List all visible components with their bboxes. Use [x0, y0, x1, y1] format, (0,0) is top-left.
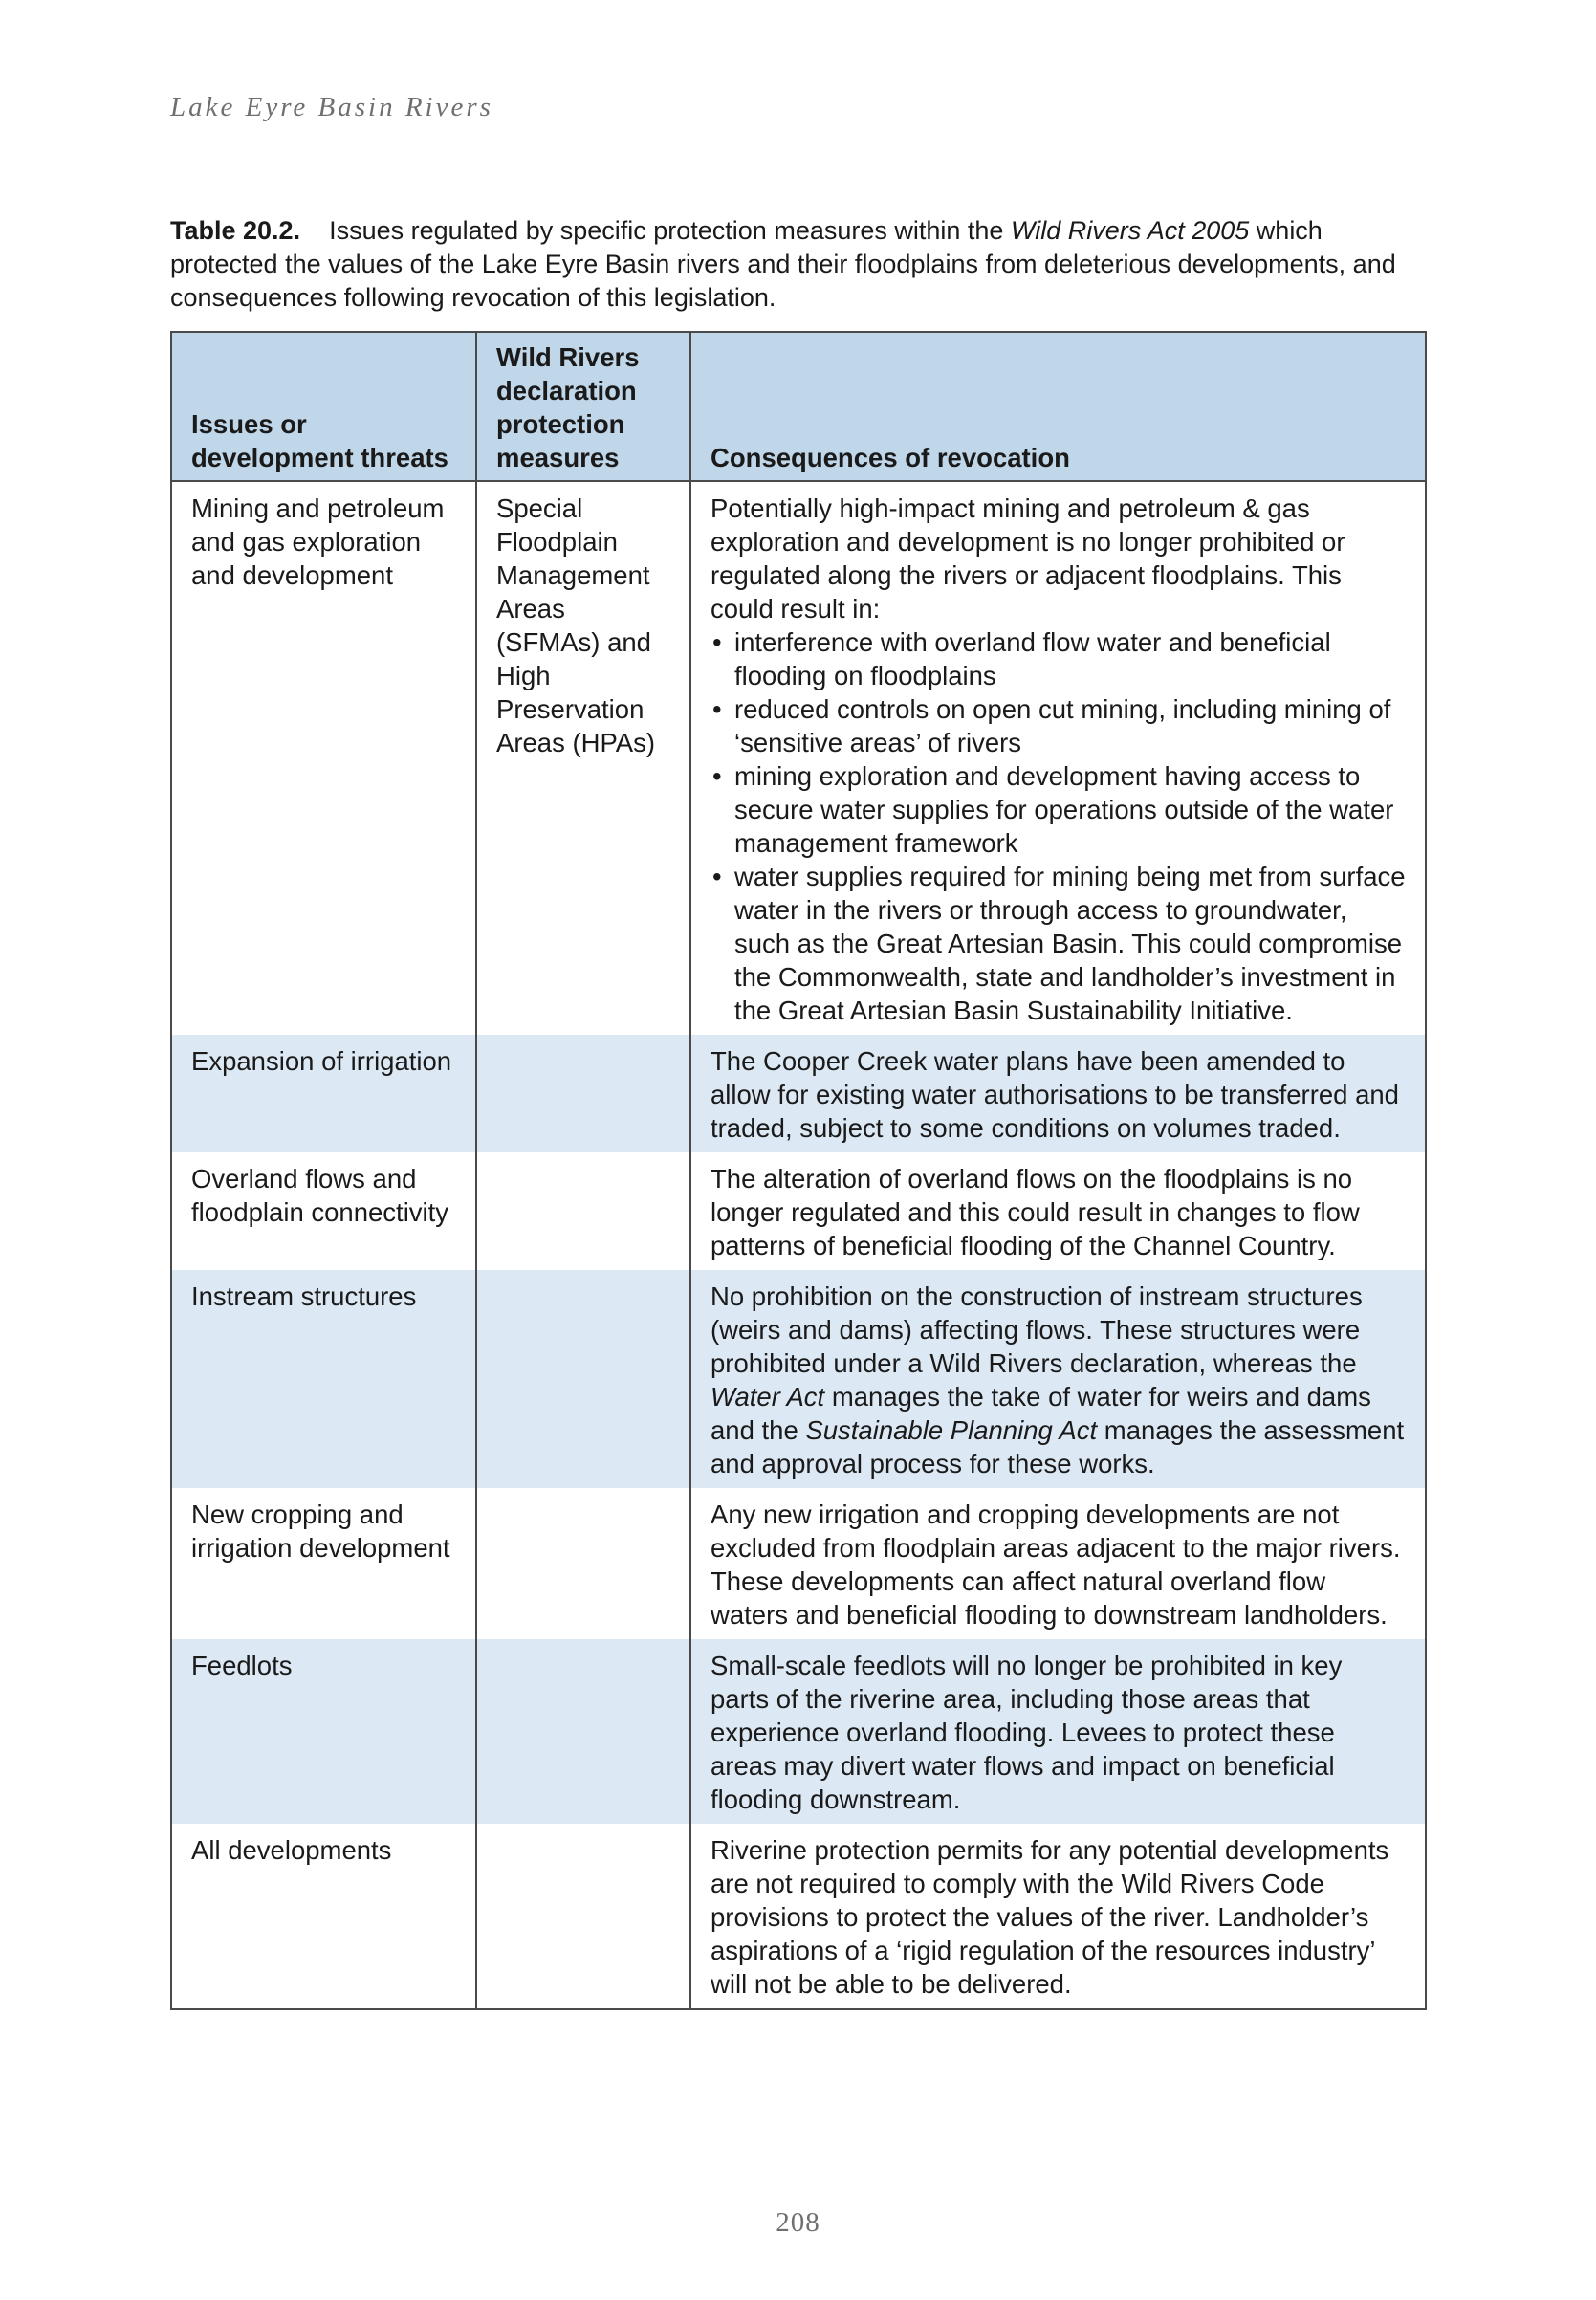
cell-consequence: Any new irrigation and cropping developments are not excluded from floodplain areas adjacent to the major rivers. These developments can affect natural overland flow waters and beneficial flooding to downstream landholders.: [690, 1488, 1426, 1639]
table-caption: [170, 214, 1423, 315]
table-row-all-developments: [171, 1824, 1426, 2009]
cell-measure: Special Floodplain Management Areas (SFMAs) and High Preservation Areas (HPAs): [476, 481, 690, 1035]
consequence-intro: Potentially high-impact mining and petroleum & gas exploration and development is no longer prohibited or regulated along the rivers or adjacent floodplains. This could result in:: [711, 493, 1345, 624]
cell-consequence: [690, 481, 1426, 1035]
cell-issue: Overland flows and floodplain connectivity: [171, 1152, 476, 1270]
bullet-text: interference with overland flow water and beneficial flooding on floodplains: [734, 627, 1331, 690]
cell-consequence: The Cooper Creek water plans have been amended to allow for existing water authorisations to be transferred and traded, subject to some conditions on volumes traded.: [690, 1035, 1426, 1152]
cell-issue: New cropping and irrigation development: [171, 1488, 476, 1639]
cell-issue: All developments: [171, 1824, 476, 2009]
bullet-icon: •: [712, 694, 722, 724]
table-row-mining: [171, 481, 1426, 1035]
bullet-icon: •: [712, 862, 722, 891]
water-act-name: Water Act: [711, 1382, 825, 1412]
bullet-item: [711, 625, 1406, 692]
table-row-overland: [171, 1152, 1426, 1270]
cell-consequence: Riverine protection permits for any potential developments are not required to comply with the Wild Rivers Code provisions to protect the values of the river. Landholder’s aspirations of a ‘rigid regulation of the resources industry’ will not be able to be delivered.: [690, 1824, 1426, 2009]
cell-measure: [476, 1270, 690, 1488]
cell-measure: [476, 1035, 690, 1152]
cell-issue: Mining and petroleum and gas exploration and development: [171, 481, 476, 1035]
consequence-text: No prohibition on the construction of instream structures (weirs and dams) affecting flows. These structures were prohibited under a Wild Rivers declaration, whereas the: [711, 1281, 1363, 1378]
caption-number: Table 20.2.: [170, 216, 301, 245]
consequence-text: manages the assessment and approval process for these works.: [711, 1415, 1405, 1479]
caption-act-name: Wild Rivers Act 2005: [1010, 216, 1250, 245]
bullet-text: reduced controls on open cut mining, including mining of ‘sensitive areas’ of rivers: [734, 694, 1391, 757]
table-row-irrigation: [171, 1035, 1426, 1152]
cell-issue: Instream structures: [171, 1270, 476, 1488]
table-row-feedlots: [171, 1639, 1426, 1824]
bullet-text: water supplies required for mining being met from surface water in the rivers or through access to groundwater, such as the Great Artesian Basin. This could compromise the Commonwealth, state and landholder’s investment in the Great Artesian Basin Sustainability Initiative.: [734, 862, 1406, 1025]
consequence-bullet-list: [711, 625, 1406, 1027]
table-header-row: [171, 332, 1426, 481]
cell-consequence: The alteration of overland flows on the floodplains is no longer regulated and this could result in changes to flow patterns of beneficial flooding of the Channel Country.: [690, 1152, 1426, 1270]
header-measures: Wild Rivers declaration protection measures: [476, 332, 690, 481]
caption-text-before: Issues regulated by specific protection measures within the: [329, 216, 1011, 245]
bullet-item: [711, 860, 1406, 1027]
page-number: 208: [776, 2207, 820, 2238]
bullet-item: [711, 759, 1406, 860]
bullet-icon: •: [712, 761, 722, 791]
cell-measure: [476, 1152, 690, 1270]
cell-measure: [476, 1488, 690, 1639]
bullet-icon: •: [712, 627, 722, 657]
table-row-instream: [171, 1270, 1426, 1488]
header-issues: Issues or development threats: [171, 332, 476, 481]
cell-consequence: [690, 1270, 1426, 1488]
cell-issue: Expansion of irrigation: [171, 1035, 476, 1152]
planning-act-name: Sustainable Planning Act: [805, 1415, 1098, 1445]
running-head: Lake Eyre Basin Rivers: [170, 92, 493, 122]
cell-measure: [476, 1824, 690, 2009]
caption-text-after: which protected the values of the Lake Eyre Basin rivers and their floodplains from deleterious developments, and consequences following revocation of this legislation.: [170, 216, 1396, 312]
cell-issue: Feedlots: [171, 1639, 476, 1824]
cell-consequence: Small-scale feedlots will no longer be prohibited in key parts of the riverine area, including those areas that experience overland flooding. Levees to protect these areas may divert water flows and impact on beneficial flooding downstream.: [690, 1639, 1426, 1824]
consequence-text: manages the take of water for weirs and dams and the: [711, 1382, 1371, 1445]
cell-measure: [476, 1639, 690, 1824]
header-consequences: Consequences of revocation: [690, 332, 1426, 481]
issues-table: [170, 331, 1427, 2010]
table-row-cropping: [171, 1488, 1426, 1639]
bullet-text: mining exploration and development having access to secure water supplies for operations outside of the water management framework: [734, 761, 1394, 858]
bullet-item: [711, 692, 1406, 759]
